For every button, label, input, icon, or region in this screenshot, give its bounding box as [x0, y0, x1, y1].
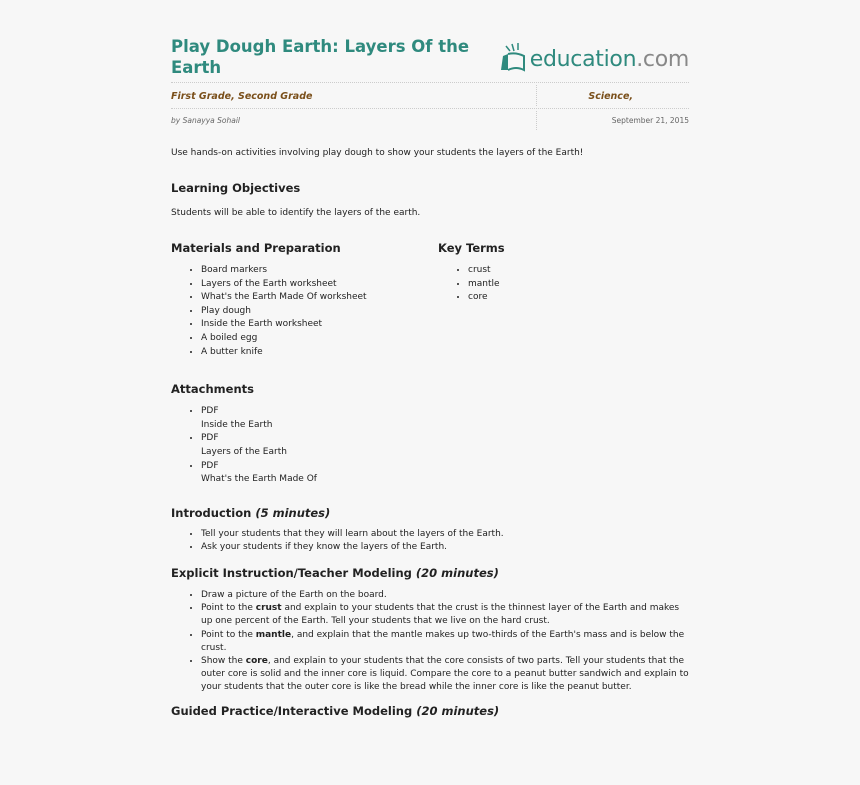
education-com-logo[interactable]: [498, 42, 689, 72]
intro-text: Use hands-on activities involving play dough to show your students the layers of the Earth!: [171, 148, 584, 158]
list-item: • A boiled egg: [201, 332, 438, 346]
list-item: • core: [468, 291, 505, 305]
attachment-link[interactable]: Layers of the Earth: [201, 446, 287, 457]
page-title: Play Dough Earth: Layers Of the Earth: [171, 37, 470, 77]
explicit-instruction-heading: Explicit Instruction/Teacher Modeling (20 minutes): [171, 565, 499, 580]
introduction-list: [171, 528, 689, 555]
introduction-heading: Introduction (5 minutes): [171, 505, 331, 520]
attachments-heading: Attachments: [171, 382, 254, 397]
list-item: • Point to the mantle, and explain that the mantle makes up two-thirds of the Earth's mass and is below the crust.: [201, 629, 689, 655]
list-item: • Ask your students if they know the layers of the Earth.: [201, 541, 689, 555]
lesson-plan-page: [171, 36, 689, 719]
book-logo-icon: [498, 42, 528, 72]
subject[interactable]: Science,: [588, 91, 633, 102]
key-terms-heading: Key Terms: [438, 241, 505, 255]
list-item: • What's the Earth Made Of worksheet: [201, 291, 438, 305]
list-item: • A butter knife: [201, 346, 438, 360]
logo-text: education: [529, 47, 637, 72]
list-item: • Show the core, and explain to your students that the core consists of two parts. Tell your students that the outer core is solid and the inner core is liquid. Compare the core to a peanut butter sandwich and explain to your students that the outer core is like the bread while the inner core is like the peanut butter.: [201, 655, 689, 695]
list-item: • Point to the crust and explain to your students that the crust is the thinnest layer of the Earth and makes up one percent of the Earth. Tell your students that we live on the hard crust.: [201, 602, 689, 628]
grade-levels[interactable]: First Grade, Second Grade: [171, 91, 313, 102]
attachment-type: • PDF: [201, 460, 689, 474]
list-item: • mantle: [468, 278, 505, 292]
explicit-instruction-list: [171, 589, 689, 695]
logo-suffix: .com: [636, 47, 689, 72]
list-item: • Layers of the Earth worksheet: [201, 278, 438, 292]
list-item: • Board markers: [201, 264, 438, 278]
attachment-link[interactable]: What's the Earth Made Of: [201, 474, 317, 485]
list-item: • Play dough: [201, 305, 438, 319]
date: September 21, 2015: [611, 116, 689, 125]
objectives-text: Students will be able to identify the layers of the earth.: [171, 208, 421, 218]
attachments-list: [171, 405, 689, 487]
guided-practice-heading: Guided Practice/Interactive Modeling (20 minutes): [171, 703, 500, 718]
attachment-type: • PDF: [201, 432, 689, 446]
attachment-link[interactable]: Inside the Earth: [201, 419, 273, 430]
list-item: • crust: [468, 264, 505, 278]
list-item: • Tell your students that they will learn about the layers of the Earth.: [201, 528, 689, 542]
list-item: • Inside the Earth worksheet: [201, 318, 438, 332]
materials-list: [171, 264, 438, 359]
key-terms-list: [438, 264, 505, 305]
objectives-heading: Learning Objectives: [171, 181, 301, 195]
attachment-type: • PDF: [201, 405, 689, 419]
author: by Sanayya Sohail: [171, 116, 241, 125]
materials-heading: Materials and Preparation: [171, 241, 341, 255]
list-item: • Draw a picture of the Earth on the board.: [201, 589, 689, 602]
